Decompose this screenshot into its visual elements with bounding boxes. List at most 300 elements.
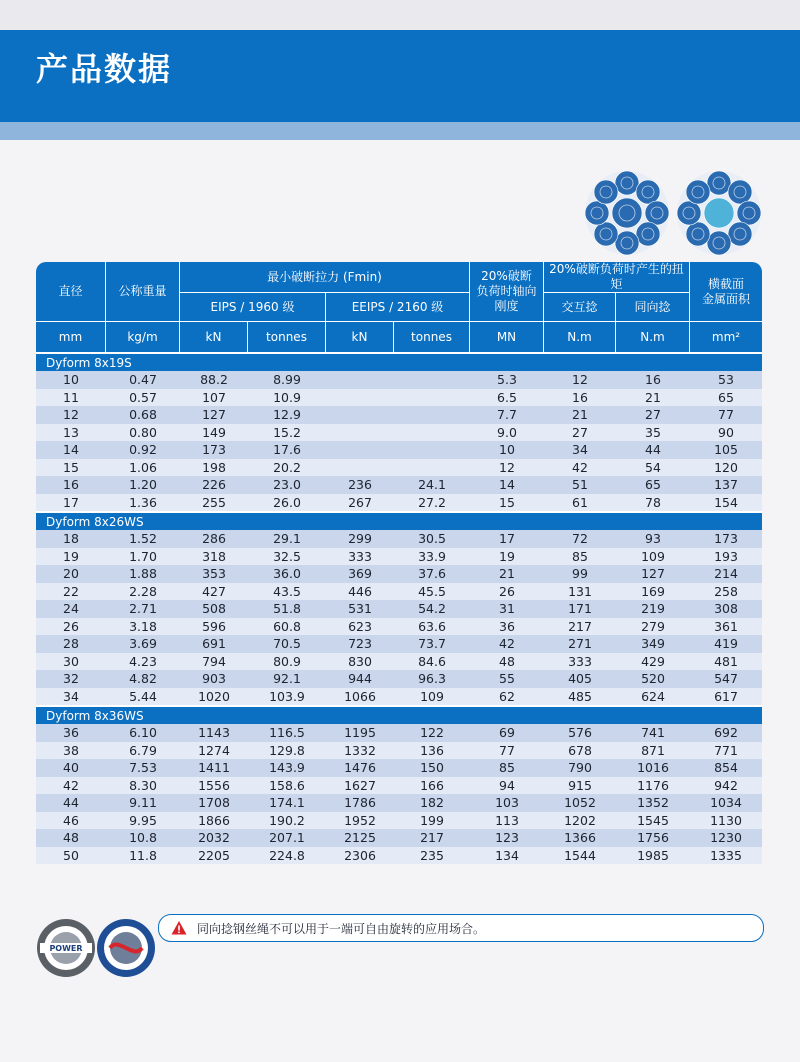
table-cell: 794 bbox=[180, 653, 248, 671]
table-cell: 1.70 bbox=[106, 548, 180, 566]
table-cell: 61 bbox=[544, 494, 616, 512]
table-cell: 4.82 bbox=[106, 670, 180, 688]
table-cell bbox=[326, 441, 394, 459]
table-cell: 1195 bbox=[326, 724, 394, 742]
table-cell: 2306 bbox=[326, 847, 394, 865]
table-cell: 871 bbox=[616, 742, 690, 760]
table-cell: 193 bbox=[690, 548, 762, 566]
table-cell: 46 bbox=[36, 812, 106, 830]
table-cell: 36 bbox=[470, 618, 544, 636]
table-cell: 1786 bbox=[326, 794, 394, 812]
table-cell: 14 bbox=[36, 441, 106, 459]
table-cell: 10.8 bbox=[106, 829, 180, 847]
header-axial-stiffness-line3: 刚度 bbox=[494, 299, 519, 313]
table-cell: 15 bbox=[470, 494, 544, 512]
table-cell: 43.5 bbox=[248, 583, 326, 601]
header-diameter: 直径 bbox=[36, 262, 106, 321]
unit-torque-lang: N.m bbox=[616, 321, 690, 352]
table-cell: 427 bbox=[180, 583, 248, 601]
table-cell: 12 bbox=[470, 459, 544, 477]
table-cell: 1756 bbox=[616, 829, 690, 847]
table-cell: 1202 bbox=[544, 812, 616, 830]
table-cell: 1476 bbox=[326, 759, 394, 777]
table-cell: 50 bbox=[36, 847, 106, 865]
table-cell: 361 bbox=[690, 618, 762, 636]
rope-cross-section-compacted-icon bbox=[676, 170, 762, 256]
warning-text: 同向捻钢丝绳不可以用于一端可自由旋转的应用场合。 bbox=[197, 922, 486, 936]
table-cell: 182 bbox=[394, 794, 470, 812]
table-cell: 48 bbox=[470, 653, 544, 671]
table-cell: 1016 bbox=[616, 759, 690, 777]
table-cell: 1.52 bbox=[106, 530, 180, 548]
fatigue-checked-seal-icon bbox=[96, 918, 156, 978]
table-cell: 0.80 bbox=[106, 424, 180, 442]
table-cell: 1545 bbox=[616, 812, 690, 830]
table-cell: 63.6 bbox=[394, 618, 470, 636]
unit-weight: kg/m bbox=[106, 321, 180, 352]
table-cell: 0.47 bbox=[106, 371, 180, 389]
header-axial-stiffness-line1: 20%破断 bbox=[481, 269, 532, 283]
table-cell: 23.0 bbox=[248, 476, 326, 494]
table-cell: 915 bbox=[544, 777, 616, 795]
table-cell: 692 bbox=[690, 724, 762, 742]
table-row bbox=[36, 670, 762, 688]
table-cell: 190.2 bbox=[248, 812, 326, 830]
table-cell: 9.95 bbox=[106, 812, 180, 830]
table-cell: 149 bbox=[180, 424, 248, 442]
table-cell: 1143 bbox=[180, 724, 248, 742]
table-cell: 29.1 bbox=[248, 530, 326, 548]
table-cell: 9.11 bbox=[106, 794, 180, 812]
banner-underline bbox=[0, 122, 800, 140]
table-cell: 65 bbox=[690, 389, 762, 407]
table-cell: 1952 bbox=[326, 812, 394, 830]
table-cell: 6.10 bbox=[106, 724, 180, 742]
table-row bbox=[36, 812, 762, 830]
table-cell: 1020 bbox=[180, 688, 248, 706]
table-cell: 299 bbox=[326, 530, 394, 548]
table-cell: 199 bbox=[394, 812, 470, 830]
table-cell: 1411 bbox=[180, 759, 248, 777]
table-cell: 15.2 bbox=[248, 424, 326, 442]
table-cell: 19 bbox=[470, 548, 544, 566]
table-cell bbox=[394, 441, 470, 459]
unit-torque-regular: N.m bbox=[544, 321, 616, 352]
table-cell: 51 bbox=[544, 476, 616, 494]
table-cell: 903 bbox=[180, 670, 248, 688]
table-cell: 429 bbox=[616, 653, 690, 671]
table-cell: 48 bbox=[36, 829, 106, 847]
table-cell: 26 bbox=[36, 618, 106, 636]
unit-eips-tonnes: tonnes bbox=[248, 321, 326, 352]
table-cell: 88.2 bbox=[180, 371, 248, 389]
table-cell bbox=[326, 406, 394, 424]
table-cell: 73.7 bbox=[394, 635, 470, 653]
table-cell: 27.2 bbox=[394, 494, 470, 512]
table-cell: 226 bbox=[180, 476, 248, 494]
table-cell: 1352 bbox=[616, 794, 690, 812]
table-cell: 333 bbox=[326, 548, 394, 566]
table-cell: 127 bbox=[616, 565, 690, 583]
table-cell bbox=[394, 424, 470, 442]
table-cell: 531 bbox=[326, 600, 394, 618]
table-cell: 169 bbox=[616, 583, 690, 601]
table-cell: 42 bbox=[36, 777, 106, 795]
table-row bbox=[36, 583, 762, 601]
table-cell: 34 bbox=[544, 441, 616, 459]
top-strip bbox=[0, 0, 800, 30]
unit-eeips-tonnes: tonnes bbox=[394, 321, 470, 352]
table-cell: 12 bbox=[544, 371, 616, 389]
table-cell: 42 bbox=[544, 459, 616, 477]
table-cell: 1274 bbox=[180, 742, 248, 760]
table-cell: 17 bbox=[470, 530, 544, 548]
table-cell: 854 bbox=[690, 759, 762, 777]
table-cell: 127 bbox=[180, 406, 248, 424]
table-cell: 154 bbox=[690, 494, 762, 512]
table-row bbox=[36, 476, 762, 494]
table-cell: 5.44 bbox=[106, 688, 180, 706]
table-cell: 78 bbox=[616, 494, 690, 512]
table-cell bbox=[326, 371, 394, 389]
table-cell: 520 bbox=[616, 670, 690, 688]
table-cell: 173 bbox=[180, 441, 248, 459]
table-cell: 419 bbox=[690, 635, 762, 653]
table-cell: 2.71 bbox=[106, 600, 180, 618]
rope-cross-section-icon bbox=[584, 170, 670, 256]
header-torque-regular: 交互捻 bbox=[544, 292, 616, 321]
table-cell: 44 bbox=[616, 441, 690, 459]
table-cell: 70.5 bbox=[248, 635, 326, 653]
table-cell: 333 bbox=[544, 653, 616, 671]
table-cell: 446 bbox=[326, 583, 394, 601]
header-eips: EIPS / 1960 级 bbox=[180, 292, 326, 321]
table-cell: 0.68 bbox=[106, 406, 180, 424]
table-cell: 40 bbox=[36, 759, 106, 777]
table-cell: 1066 bbox=[326, 688, 394, 706]
table-cell: 198 bbox=[180, 459, 248, 477]
table-cell: 308 bbox=[690, 600, 762, 618]
table-row bbox=[36, 847, 762, 865]
table-cell: 576 bbox=[544, 724, 616, 742]
table-cell: 942 bbox=[690, 777, 762, 795]
table-cell: 1866 bbox=[180, 812, 248, 830]
table-cell: 27 bbox=[616, 406, 690, 424]
table-cell: 1.36 bbox=[106, 494, 180, 512]
table-cell: 617 bbox=[690, 688, 762, 706]
table-cell: 103 bbox=[470, 794, 544, 812]
table-cell: 69 bbox=[470, 724, 544, 742]
table-row bbox=[36, 794, 762, 812]
table-cell: 30.5 bbox=[394, 530, 470, 548]
table-row bbox=[36, 635, 762, 653]
table-cell: 24.1 bbox=[394, 476, 470, 494]
table-cell: 547 bbox=[690, 670, 762, 688]
table-cell: 16 bbox=[616, 371, 690, 389]
table-cell: 1332 bbox=[326, 742, 394, 760]
table-cell: 14 bbox=[470, 476, 544, 494]
table-cell: 42 bbox=[470, 635, 544, 653]
table-cell: 1130 bbox=[690, 812, 762, 830]
table-cell bbox=[326, 424, 394, 442]
table-cell: 21 bbox=[544, 406, 616, 424]
table-cell: 1544 bbox=[544, 847, 616, 865]
table-cell: 166 bbox=[394, 777, 470, 795]
table-cell: 6.5 bbox=[470, 389, 544, 407]
table-cell: 214 bbox=[690, 565, 762, 583]
table-cell: 4.23 bbox=[106, 653, 180, 671]
table-cell: 136 bbox=[394, 742, 470, 760]
table-cell: 17.6 bbox=[248, 441, 326, 459]
table-cell: 85 bbox=[470, 759, 544, 777]
table-cell: 17 bbox=[36, 494, 106, 512]
table-cell: 258 bbox=[690, 583, 762, 601]
table-cell: 33.9 bbox=[394, 548, 470, 566]
table-cell: 353 bbox=[180, 565, 248, 583]
table-cell: 150 bbox=[394, 759, 470, 777]
table-cell: 16 bbox=[36, 476, 106, 494]
table-cell: 11.8 bbox=[106, 847, 180, 865]
table-cell: 105 bbox=[690, 441, 762, 459]
table-cell: 235 bbox=[394, 847, 470, 865]
table-cell bbox=[326, 389, 394, 407]
table-cell: 123 bbox=[470, 829, 544, 847]
table-cell: 15 bbox=[36, 459, 106, 477]
table-row bbox=[36, 653, 762, 671]
table-cell: 3.18 bbox=[106, 618, 180, 636]
table-cell: 255 bbox=[180, 494, 248, 512]
table-cell: 38 bbox=[36, 742, 106, 760]
table-cell: 318 bbox=[180, 548, 248, 566]
table-cell: 20 bbox=[36, 565, 106, 583]
table-cell: 85 bbox=[544, 548, 616, 566]
table-cell: 173 bbox=[690, 530, 762, 548]
table-cell: 5.3 bbox=[470, 371, 544, 389]
table-cell: 107 bbox=[180, 389, 248, 407]
table-cell: 271 bbox=[544, 635, 616, 653]
table-cell: 55 bbox=[470, 670, 544, 688]
table-cell: 65 bbox=[616, 476, 690, 494]
table-cell: 158.6 bbox=[248, 777, 326, 795]
table-cell: 508 bbox=[180, 600, 248, 618]
table-cell: 122 bbox=[394, 724, 470, 742]
table-cell: 174.1 bbox=[248, 794, 326, 812]
table-cell: 219 bbox=[616, 600, 690, 618]
table-cell: 62 bbox=[470, 688, 544, 706]
table-cell: 691 bbox=[180, 635, 248, 653]
table-cell: 19 bbox=[36, 548, 106, 566]
table-cell: 207.1 bbox=[248, 829, 326, 847]
page-title: 产品数据 bbox=[36, 50, 173, 88]
table-cell: 129.8 bbox=[248, 742, 326, 760]
table-cell: 12.9 bbox=[248, 406, 326, 424]
table-cell: 143.9 bbox=[248, 759, 326, 777]
unit-diameter: mm bbox=[36, 321, 106, 352]
table-row bbox=[36, 829, 762, 847]
table-cell: 36 bbox=[36, 724, 106, 742]
table-cell: 30 bbox=[36, 653, 106, 671]
table-cell: 286 bbox=[180, 530, 248, 548]
table-cell: 109 bbox=[394, 688, 470, 706]
table-cell: 131 bbox=[544, 583, 616, 601]
table-cell: 349 bbox=[616, 635, 690, 653]
group-header: Dyform 8x26WS bbox=[36, 511, 762, 530]
table-cell: 485 bbox=[544, 688, 616, 706]
table-cell: 1985 bbox=[616, 847, 690, 865]
table-cell: 10.9 bbox=[248, 389, 326, 407]
table-row bbox=[36, 371, 762, 389]
table-cell: 171 bbox=[544, 600, 616, 618]
table-cell: 1230 bbox=[690, 829, 762, 847]
table-cell: 279 bbox=[616, 618, 690, 636]
table-cell: 3.69 bbox=[106, 635, 180, 653]
table-cell: 80.9 bbox=[248, 653, 326, 671]
table-row bbox=[36, 424, 762, 442]
table-cell: 96.3 bbox=[394, 670, 470, 688]
table-cell: 1366 bbox=[544, 829, 616, 847]
table-cell: 24 bbox=[36, 600, 106, 618]
header-torque-lang: 同向捻 bbox=[616, 292, 690, 321]
table-cell: 37.6 bbox=[394, 565, 470, 583]
table-cell: 1556 bbox=[180, 777, 248, 795]
header-torque: 20%破断负荷时产生的扭矩 bbox=[544, 262, 690, 292]
table-row bbox=[36, 441, 762, 459]
table-cell: 236 bbox=[326, 476, 394, 494]
warning-notice bbox=[158, 914, 764, 942]
table-row bbox=[36, 742, 762, 760]
table-cell bbox=[326, 459, 394, 477]
table-cell: 27 bbox=[544, 424, 616, 442]
table-row bbox=[36, 494, 762, 512]
table-row bbox=[36, 459, 762, 477]
table-cell: 369 bbox=[326, 565, 394, 583]
table-cell: 12 bbox=[36, 406, 106, 424]
table-cell: 224.8 bbox=[248, 847, 326, 865]
table-cell: 103.9 bbox=[248, 688, 326, 706]
table-cell: 596 bbox=[180, 618, 248, 636]
table-cell: 137 bbox=[690, 476, 762, 494]
table-cell bbox=[394, 459, 470, 477]
table-row bbox=[36, 777, 762, 795]
table-cell: 1.06 bbox=[106, 459, 180, 477]
table-cell: 51.8 bbox=[248, 600, 326, 618]
table-row bbox=[36, 389, 762, 407]
table-cell: 90 bbox=[690, 424, 762, 442]
table-cell: 13 bbox=[36, 424, 106, 442]
power-checked-seal-icon bbox=[36, 918, 96, 978]
table-row bbox=[36, 600, 762, 618]
table-cell: 10 bbox=[36, 371, 106, 389]
unit-stiffness: MN bbox=[470, 321, 544, 352]
table-row bbox=[36, 759, 762, 777]
table-cell: 109 bbox=[616, 548, 690, 566]
table-cell: 113 bbox=[470, 812, 544, 830]
table-cell: 45.5 bbox=[394, 583, 470, 601]
table-cell: 120 bbox=[690, 459, 762, 477]
table-cell: 32 bbox=[36, 670, 106, 688]
table-cell: 2125 bbox=[326, 829, 394, 847]
table-cell: 94 bbox=[470, 777, 544, 795]
table-cell: 21 bbox=[470, 565, 544, 583]
header-area bbox=[690, 262, 762, 321]
table-cell: 35 bbox=[616, 424, 690, 442]
table-cell: 16 bbox=[544, 389, 616, 407]
table-row bbox=[36, 548, 762, 566]
table-cell: 1335 bbox=[690, 847, 762, 865]
table-cell: 771 bbox=[690, 742, 762, 760]
table-cell: 53 bbox=[690, 371, 762, 389]
header-weight: 公称重量 bbox=[106, 262, 180, 321]
table-cell: 2032 bbox=[180, 829, 248, 847]
table-cell: 72 bbox=[544, 530, 616, 548]
table-cell: 99 bbox=[544, 565, 616, 583]
warning-icon bbox=[171, 920, 187, 936]
table-cell: 44 bbox=[36, 794, 106, 812]
table-cell: 10 bbox=[470, 441, 544, 459]
table-cell: 116.5 bbox=[248, 724, 326, 742]
header-area-line2: 金属面积 bbox=[701, 291, 750, 306]
table-cell: 1627 bbox=[326, 777, 394, 795]
table-cell: 11 bbox=[36, 389, 106, 407]
table-cell: 481 bbox=[690, 653, 762, 671]
unit-eeips-kn: kN bbox=[326, 321, 394, 352]
header-min-break: 最小破断拉力 (Fmin) bbox=[180, 262, 470, 292]
table-cell: 8.99 bbox=[248, 371, 326, 389]
product-data-table bbox=[36, 262, 762, 864]
table-cell: 1708 bbox=[180, 794, 248, 812]
header-eeips: EEIPS / 2160 级 bbox=[326, 292, 470, 321]
table-cell: 20.2 bbox=[248, 459, 326, 477]
table-cell: 7.7 bbox=[470, 406, 544, 424]
table-row bbox=[36, 724, 762, 742]
table-cell: 624 bbox=[616, 688, 690, 706]
table-cell: 1.88 bbox=[106, 565, 180, 583]
table-cell: 405 bbox=[544, 670, 616, 688]
table-cell: 28 bbox=[36, 635, 106, 653]
table-cell: 18 bbox=[36, 530, 106, 548]
table-cell: 2205 bbox=[180, 847, 248, 865]
table-cell: 830 bbox=[326, 653, 394, 671]
table-row bbox=[36, 565, 762, 583]
table-cell: 77 bbox=[470, 742, 544, 760]
table-cell: 217 bbox=[544, 618, 616, 636]
table-cell: 678 bbox=[544, 742, 616, 760]
table-cell: 7.53 bbox=[106, 759, 180, 777]
table-cell: 8.30 bbox=[106, 777, 180, 795]
table-cell: 60.8 bbox=[248, 618, 326, 636]
header-area-line1: 横截面 bbox=[707, 276, 744, 291]
table-cell: 26 bbox=[470, 583, 544, 601]
table-cell: 54 bbox=[616, 459, 690, 477]
table-cell: 267 bbox=[326, 494, 394, 512]
table-cell: 21 bbox=[616, 389, 690, 407]
table-cell: 741 bbox=[616, 724, 690, 742]
table-cell: 2.28 bbox=[106, 583, 180, 601]
table-cell: 944 bbox=[326, 670, 394, 688]
table-cell: 92.1 bbox=[248, 670, 326, 688]
table-row bbox=[36, 618, 762, 636]
table-cell bbox=[394, 389, 470, 407]
table-cell: 34 bbox=[36, 688, 106, 706]
svg-text:POWER: POWER bbox=[49, 944, 83, 953]
group-header: Dyform 8x36WS bbox=[36, 705, 762, 724]
table-cell: 9.0 bbox=[470, 424, 544, 442]
table-cell: 84.6 bbox=[394, 653, 470, 671]
table-cell: 6.79 bbox=[106, 742, 180, 760]
table-cell bbox=[394, 406, 470, 424]
table-cell: 1034 bbox=[690, 794, 762, 812]
unit-area: mm² bbox=[690, 321, 762, 352]
